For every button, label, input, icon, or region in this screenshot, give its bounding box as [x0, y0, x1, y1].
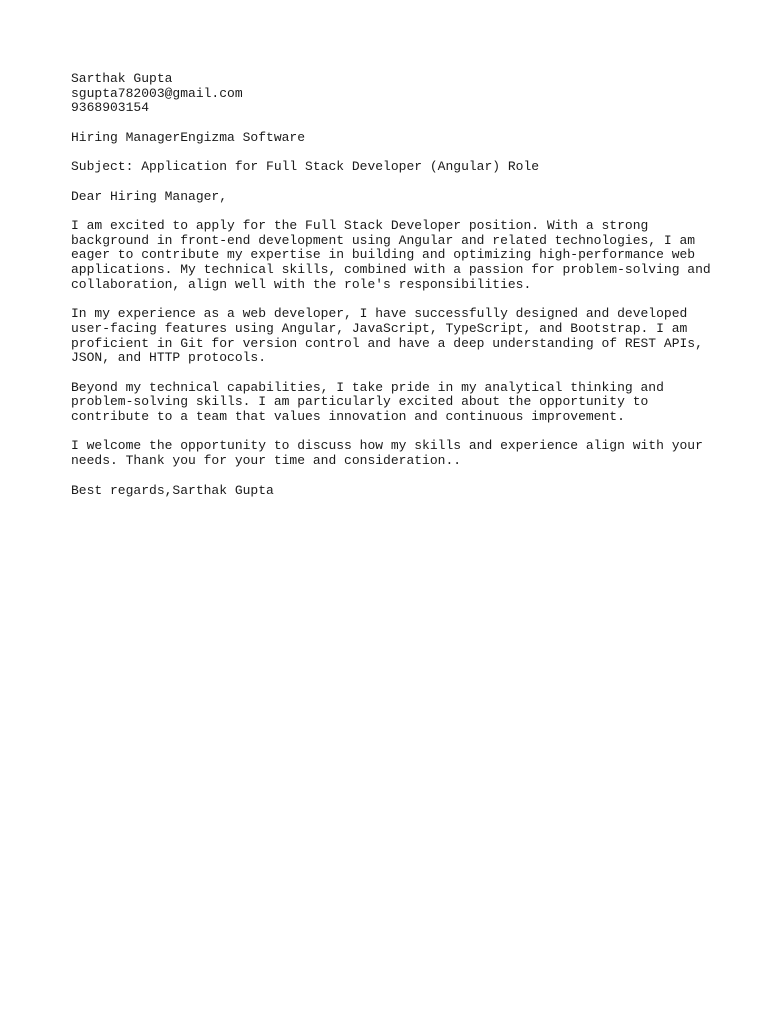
sender-email: sgupta782003@gmail.com [71, 85, 243, 101]
paragraph-line: In my experience as a web developer, I have successfully designed and developed [71, 306, 688, 322]
paragraph-line: needs. Thank you for your time and consideration.. [71, 453, 462, 469]
paragraph-line: applications. My technical skills, combined with a passion for problem-solving and [71, 262, 711, 278]
recipient-block [71, 131, 751, 146]
paragraph-line: contribute to a team that values innovation and continuous improvement. [71, 409, 625, 425]
paragraph-line: background in front-end development using Angular and related technologies, I am [71, 232, 696, 248]
subject-line: Subject: Application for Full Stack Developer (Angular) Role [71, 159, 540, 175]
paragraph-line: user-facing features using Angular, JavaScript, TypeScript, and Bootstrap. I am [71, 320, 688, 336]
recipient-line: Hiring ManagerEngizma Software [71, 129, 306, 145]
closing-signature: Best regards,Sarthak Gupta [71, 482, 274, 498]
sender-name: Sarthak Gupta [71, 71, 173, 86]
paragraph-1 [71, 219, 751, 293]
salutation: Dear Hiring Manager, [71, 188, 228, 204]
sender-phone: 9368903154 [71, 100, 150, 116]
paragraph-line: JSON, and HTTP protocols. [71, 350, 267, 366]
paragraph-4 [71, 439, 751, 468]
paragraph-3 [71, 381, 751, 425]
paragraph-line: problem-solving skills. I am particularly excited about the opportunity to [71, 394, 649, 410]
paragraph-line: Beyond my technical capabilities, I take pride in my analytical thinking and [71, 379, 664, 395]
paragraph-2 [71, 307, 751, 366]
paragraph-line: I am excited to apply for the Full Stack Developer position. With a strong [71, 217, 649, 233]
paragraph-line: eager to contribute my expertise in building and optimizing high-performance web [71, 247, 696, 263]
subject-block [71, 160, 751, 175]
sender-block [71, 72, 751, 116]
closing-block [71, 484, 751, 499]
paragraph-line: collaboration, align well with the role's responsibilities. [71, 276, 532, 292]
paragraph-line: I welcome the opportunity to discuss how my skills and experience align with your [71, 438, 703, 454]
salutation-block [71, 190, 751, 205]
paragraph-line: proficient in Git for version control and have a deep understanding of REST APIs, [71, 335, 703, 351]
cover-letter-page [71, 72, 751, 513]
